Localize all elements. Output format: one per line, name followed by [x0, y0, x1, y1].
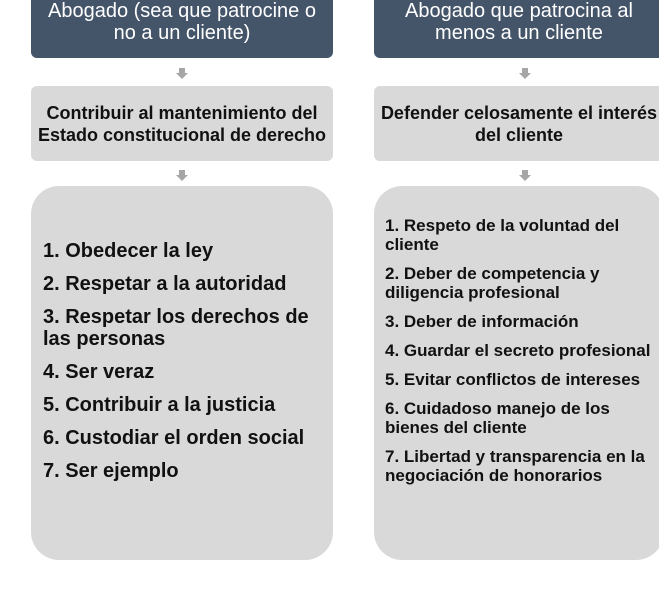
list-item: 6. Custodiar el orden social: [43, 427, 305, 449]
list-item: 5. Evitar conflictos de intereses: [385, 370, 641, 389]
list-item: 5. Contribuir a la justicia: [43, 394, 276, 416]
list-item: 4. Ser veraz: [43, 361, 155, 383]
list-item: 3. Respetar los derechos de las personas: [43, 306, 309, 350]
list-item: 7. Ser ejemplo: [43, 460, 179, 482]
down-arrow-icon: [176, 68, 188, 79]
down-arrow-icon: [176, 170, 188, 181]
left-duties-list: [31, 186, 333, 560]
list-item: 6. Cuidadoso manejo de los bienes del cliente: [385, 399, 610, 437]
list-item: 1. Respeto de la voluntad del cliente: [385, 216, 620, 254]
left-header: [31, 0, 333, 58]
list-item: 2. Deber de competencia y diligencia profesional: [385, 264, 600, 302]
list-item: 3. Deber de información: [385, 312, 579, 331]
down-arrow-icon: [519, 68, 531, 79]
left-subheader: [31, 86, 333, 161]
left-header-text: Abogado (sea que patrocine o no a un cliente): [48, 0, 316, 44]
list-item: 2. Respetar a la autoridad: [43, 273, 287, 295]
list-item: 4. Guardar el secreto profesional: [385, 341, 651, 360]
right-header-text: Abogado que patrocina al menos a un cliente: [405, 0, 633, 44]
right-subheader: [374, 86, 659, 161]
list-item: 1. Obedecer la ley: [43, 240, 214, 262]
down-arrow-icon: [519, 170, 531, 181]
right-duties-list: [374, 186, 659, 560]
list-item: 7. Libertad y transparencia en la negociación de honorarios: [385, 447, 645, 485]
right-subheader-text: Defender celosamente el interés del cliente: [380, 102, 658, 145]
right-header: [374, 0, 659, 58]
left-subheader-text: Contribuir al mantenimiento del Estado constitucional de derecho: [37, 102, 327, 145]
